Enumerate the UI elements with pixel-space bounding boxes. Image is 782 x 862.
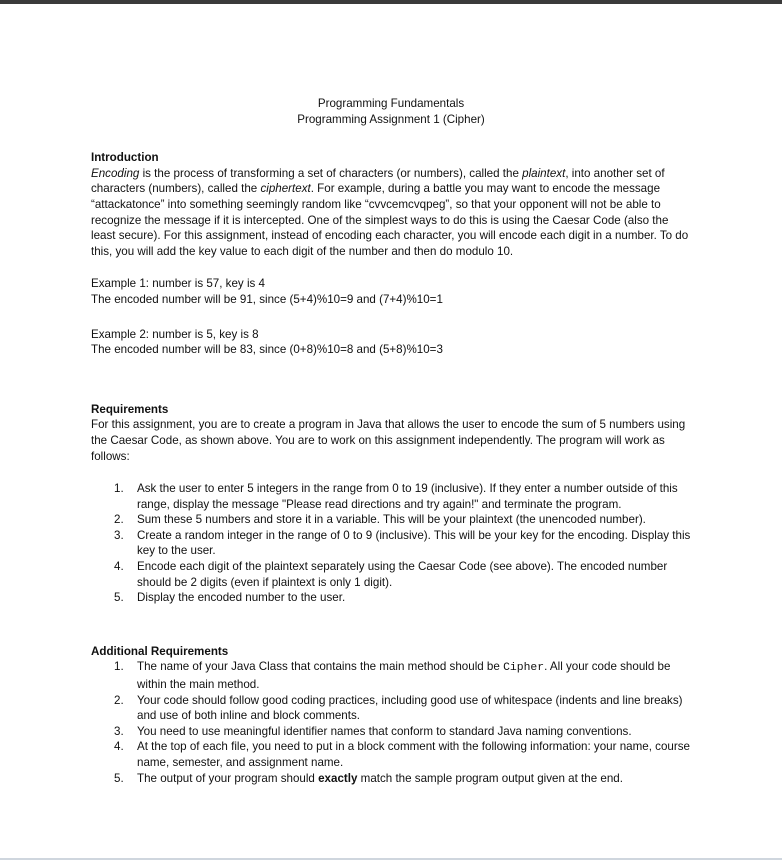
- list-text: Your code should follow good coding practices, including good use of whitespace (indents and line breaks) and use of both inline and block comments.: [137, 693, 683, 723]
- list-number: 3.: [114, 724, 124, 738]
- list-number: 4.: [114, 740, 124, 754]
- document-page: [91, 96, 691, 786]
- introduction-heading: Introduction: [91, 151, 159, 165]
- assignment-title: Programming Assignment 1 (Cipher): [297, 112, 485, 126]
- list-text: Ask the user to enter 5 integers in the range from 0 to 19 (inclusive). If they enter a number outside of this range, display the message "Please read directions and try again!" and terminate the program.: [137, 482, 678, 511]
- list-text: You need to use meaningful identifier names that conform to standard Java naming conventions.: [137, 724, 632, 738]
- list-number: 1.: [114, 660, 124, 674]
- list-text: Display the encoded number to the user.: [137, 591, 346, 605]
- intro-text-2: , into another set of characters (numbers), called the: [91, 166, 665, 196]
- example-1-result: The encoded number will be 91, since (5+4)%10=9 and (7+4)%10=1: [91, 292, 443, 306]
- term-plaintext: plaintext: [522, 166, 566, 180]
- window-top-bar: [0, 0, 782, 4]
- list-text: The name of your Java Class that contains the main method should be: [137, 660, 504, 674]
- additional-requirements-list: [91, 659, 691, 786]
- list-text: match the sample program output given at the end.: [357, 771, 623, 785]
- introduction-paragraph: [91, 166, 691, 260]
- example-2-result: The encoded number will be 83, since (0+8)%10=8 and (5+8)%10=3: [91, 343, 443, 357]
- section-spacer: [91, 606, 691, 644]
- list-number: 5.: [114, 591, 124, 605]
- document-header: [91, 96, 691, 127]
- list-text: Encode each digit of the plaintext separately using the Caesar Code (see above). The encoded number should be 2 digits (even if plaintext is only 1 digit).: [137, 560, 668, 589]
- example-1: [91, 276, 691, 307]
- requirements-list: [91, 481, 691, 606]
- page-bottom-border: [0, 858, 782, 860]
- list-number: 2.: [114, 693, 124, 707]
- class-name-code: Cipher: [503, 662, 545, 675]
- example-2-statement: Example 2: number is 5, key is 8: [91, 327, 259, 341]
- intro-text-1: is the process of transforming a set of characters (or numbers), called the: [139, 166, 523, 180]
- introduction-section: [91, 150, 691, 358]
- list-item: [91, 771, 691, 787]
- course-title: Programming Fundamentals: [317, 97, 465, 110]
- section-spacer: [91, 377, 691, 402]
- list-text: At the top of each file, you need to put in a block comment with the following information: your name, course name, semester, and assignment name.: [137, 740, 690, 769]
- list-text: Sum these 5 numbers and store it in a variable. This will be your plaintext (the unencoded number).: [137, 513, 646, 527]
- example-2: [91, 327, 691, 358]
- list-number: 5.: [114, 771, 124, 785]
- list-item: [91, 724, 691, 740]
- list-item: [91, 512, 691, 528]
- list-number: 1.: [114, 482, 124, 496]
- list-text: . All your code should be within the main method.: [137, 660, 671, 692]
- list-text: The output of your program should: [137, 771, 319, 785]
- term-encoding: Encoding: [91, 166, 140, 180]
- emphasis-exactly: exactly: [318, 771, 358, 785]
- list-item: [91, 693, 691, 724]
- intro-text-3: . For example, during a battle you may want to encode the message “attackatonce” into something seemingly random like “cvvcemcvqpeg”, so that your opponent will not be able to recognize the message if it is intercepted. One of the simplest ways to do this is using the Caesar Code (also the least secure). For this assignment, instead of encoding each character, you will encode each digit in a number. To do this, you will add the key value to each digit of the number and then do modulo 10.: [91, 182, 689, 258]
- additional-requirements-heading: Additional Requirements: [91, 644, 229, 658]
- list-number: 4.: [114, 560, 124, 574]
- list-item: [91, 559, 691, 590]
- list-item: [91, 590, 691, 606]
- list-item: [91, 739, 691, 770]
- term-ciphertext: ciphertext: [260, 182, 311, 196]
- list-item: [91, 528, 691, 559]
- list-text: Create a random integer in the range of 0 to 9 (inclusive). This will be your key for the encoding. Display this key to the user.: [137, 528, 691, 558]
- requirements-section: [91, 402, 691, 606]
- requirements-intro: For this assignment, you are to create a program in Java that allows the user to encode the sum of 5 numbers using the Caesar Code, as shown above. You are to work on this assignment independently. The program will work as follows:: [91, 418, 686, 463]
- additional-requirements-section: [91, 644, 691, 786]
- list-item: [91, 659, 691, 692]
- list-item: [91, 481, 691, 512]
- list-number: 3.: [114, 528, 124, 542]
- list-number: 2.: [114, 513, 124, 527]
- requirements-heading: Requirements: [91, 402, 169, 416]
- example-1-statement: Example 1: number is 57, key is 4: [91, 277, 265, 291]
